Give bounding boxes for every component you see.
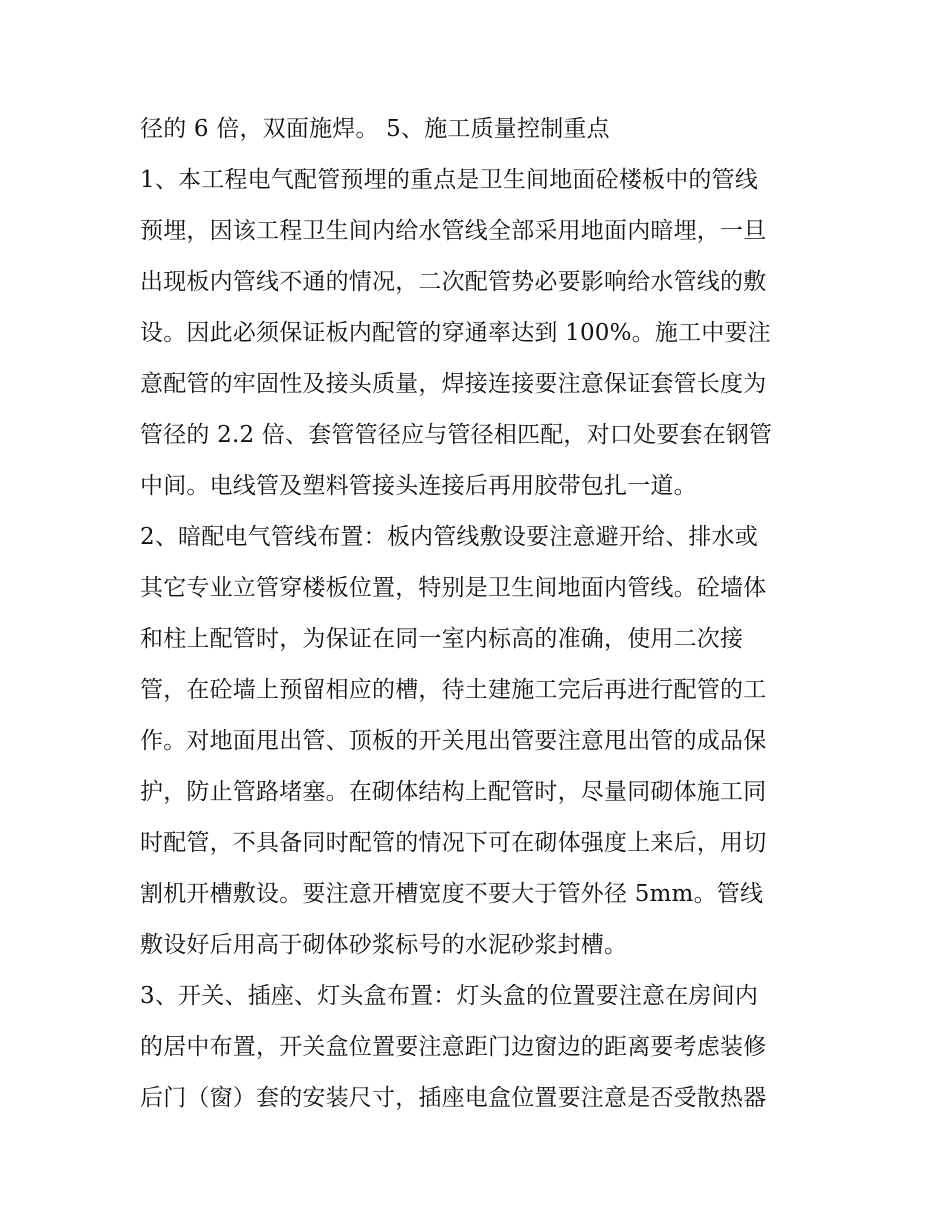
text-line: 管，在砼墙上预留相应的槽，待土建施工完后再进行配管的工 [140,677,767,703]
text-line: 和柱上配管时，为保证在同一室内标高的准确，使用二次接 [140,626,744,652]
text-line: 意配管的牢固性及接头质量，焊接连接要注意保证套管长度为 [140,371,767,397]
text-line: 中间。电线管及塑料管接头连接后再用胶带包扎一道。 [140,473,697,499]
text-line: 护，防止管路堵塞。在砌体结构上配管时，尽量同砌体施工同 [140,779,767,805]
text-line: 敷设好后用高于砌体砂浆标号的水泥砂浆封槽。 [140,932,628,958]
text-line: 3、开关、插座、灯头盒布置：灯头盒的位置要注意在房间内 [140,983,759,1009]
text-line: 2、暗配电气管线布置：板内管线敷设要注意避开给、排水或 [140,524,759,550]
text-line: 出现板内管线不通的情况，二次配管势必要影响给水管线的敷 [140,269,767,295]
text-line: 的居中布置，开关盒位置要注意距门边窗边的距离要考虑装修 [140,1034,767,1060]
text-line: 其它专业立管穿楼板位置，特别是卫生间地面内管线。砼墙体 [140,575,767,601]
text-line: 设。因此必须保证板内配管的穿通率达到 100%。施工中要注 [140,320,771,346]
text-line: 作。对地面甩出管、顶板的开关甩出管要注意甩出管的成品保 [140,728,767,754]
document-body [140,104,820,1124]
text-line: 预埋，因该工程卫生间内给水管线全部采用地面内暗埋，一旦 [140,218,767,244]
text-line: 1、本工程电气配管预埋的重点是卫生间地面砼楼板中的管线 [140,167,759,193]
text-line: 径的 6 倍，双面施焊。 5、施工质量控制重点 [140,116,610,142]
text-line: 后门（窗）套的安装尺寸，插座电盒位置要注意是否受散热器 [140,1085,767,1111]
text-line: 管径的 2.2 倍、套管管径应与管径相匹配，对口处要套在钢管 [140,422,773,448]
text-line: 时配管，不具备同时配管的情况下可在砌体强度上来后，用切 [140,830,767,856]
text-line: 割机开槽敷设。要注意开槽宽度不要大于管外径 5mm。管线 [140,881,764,907]
